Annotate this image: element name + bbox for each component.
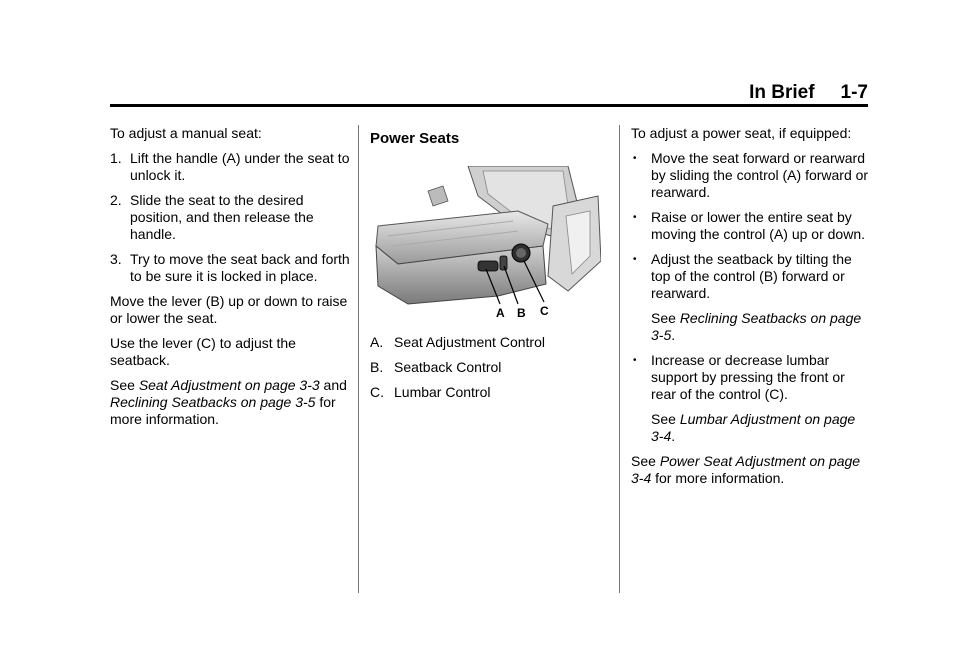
caption-item xyxy=(370,334,595,351)
see-suffix: for more information. xyxy=(110,394,336,427)
cross-reference-link[interactable]: Seat Adjustment on page 3-3 xyxy=(138,377,320,393)
right-column xyxy=(631,125,871,495)
step-item xyxy=(110,192,350,243)
caption-key: C. xyxy=(370,384,384,400)
figure-label-c: C xyxy=(540,304,549,318)
cross-reference-link[interactable]: Power Seat Adjustment on page 3-4 xyxy=(631,453,861,486)
bullet-icon: • xyxy=(633,153,637,164)
bullet-item xyxy=(631,209,871,243)
bullet-item xyxy=(631,251,871,302)
see-word: See xyxy=(651,411,676,427)
see-word: See xyxy=(631,453,656,469)
manual-seat-intro: To adjust a manual seat: xyxy=(110,125,262,141)
bullet-text: Increase or decrease lumbar support by pressing the front or rear of the control (C). xyxy=(651,352,845,402)
lever-b-paragraph: Move the lever (B) up or down to raise or lower the seat. xyxy=(110,293,348,326)
seatback-switch xyxy=(500,256,507,270)
figure-label-b: B xyxy=(517,306,526,320)
power-seats-title: Power Seats xyxy=(370,130,460,147)
left-column xyxy=(110,125,350,436)
bullet-item xyxy=(631,150,871,201)
step-number: 1. xyxy=(110,150,122,166)
step-item xyxy=(110,251,350,285)
see-also-paragraph xyxy=(110,377,350,428)
bullet-icon: • xyxy=(633,254,637,265)
page-number: 1-7 xyxy=(840,82,868,103)
power-seat-intro: To adjust a power seat, if equipped: xyxy=(631,125,852,141)
bullet-icon: • xyxy=(633,212,637,223)
step-text: Try to move the seat back and forth to be sure it is locked in place. xyxy=(130,251,350,284)
see-word: See xyxy=(110,377,135,393)
bullet-text: Move the seat forward or rearward by sliding the control (A) forward or rearward. xyxy=(651,150,869,200)
bullet-item xyxy=(631,352,871,403)
caption-text: Seatback Control xyxy=(394,359,502,375)
caption-text: Lumbar Control xyxy=(394,384,491,400)
step-item xyxy=(110,150,350,184)
see-end: . xyxy=(671,428,676,444)
header-rule xyxy=(110,104,868,107)
see-word: See xyxy=(651,310,676,326)
see-end: . xyxy=(671,327,676,343)
figure-label-a: A xyxy=(496,306,505,320)
middle-column xyxy=(370,130,595,409)
step-text: Slide the seat to the desired position, and then release the handle. xyxy=(130,192,314,242)
bullet-see-reference xyxy=(651,411,871,445)
lever-c-paragraph: Use the lever (C) to adjust the seatback. xyxy=(110,335,296,368)
bullet-see-reference xyxy=(651,310,871,344)
column-divider xyxy=(619,125,620,593)
bullet-text: Adjust the seatback by tilting the top of the control (B) forward or rearward. xyxy=(651,251,852,301)
seat-adjustment-switch xyxy=(478,261,498,271)
caption-item xyxy=(370,384,595,401)
step-number: 2. xyxy=(110,192,122,208)
and-word: and xyxy=(323,377,347,393)
cross-reference-link[interactable]: Lumbar Adjustment on page 3-4 xyxy=(651,411,856,444)
see-suffix: for more information. xyxy=(655,470,785,486)
caption-key: B. xyxy=(370,359,384,375)
caption-text: Seat Adjustment Control xyxy=(394,334,545,350)
bullet-text: Raise or lower the entire seat by moving the control (A) up or down. xyxy=(651,209,865,242)
step-number: 3. xyxy=(110,251,122,267)
cross-reference-link[interactable]: Reclining Seatbacks on page 3-5 xyxy=(651,310,862,343)
caption-key: A. xyxy=(370,334,384,350)
section-title: In Brief xyxy=(749,82,815,103)
caption-item xyxy=(370,359,595,376)
step-text: Lift the handle (A) under the seat to unlock it. xyxy=(130,150,350,183)
see-also-paragraph xyxy=(631,453,871,487)
cross-reference-link[interactable]: Reclining Seatbacks on page 3-5 xyxy=(110,394,316,410)
bullet-icon: • xyxy=(633,355,637,366)
column-divider xyxy=(358,125,359,593)
page-header xyxy=(110,82,868,104)
power-seat-illustration xyxy=(368,166,601,320)
